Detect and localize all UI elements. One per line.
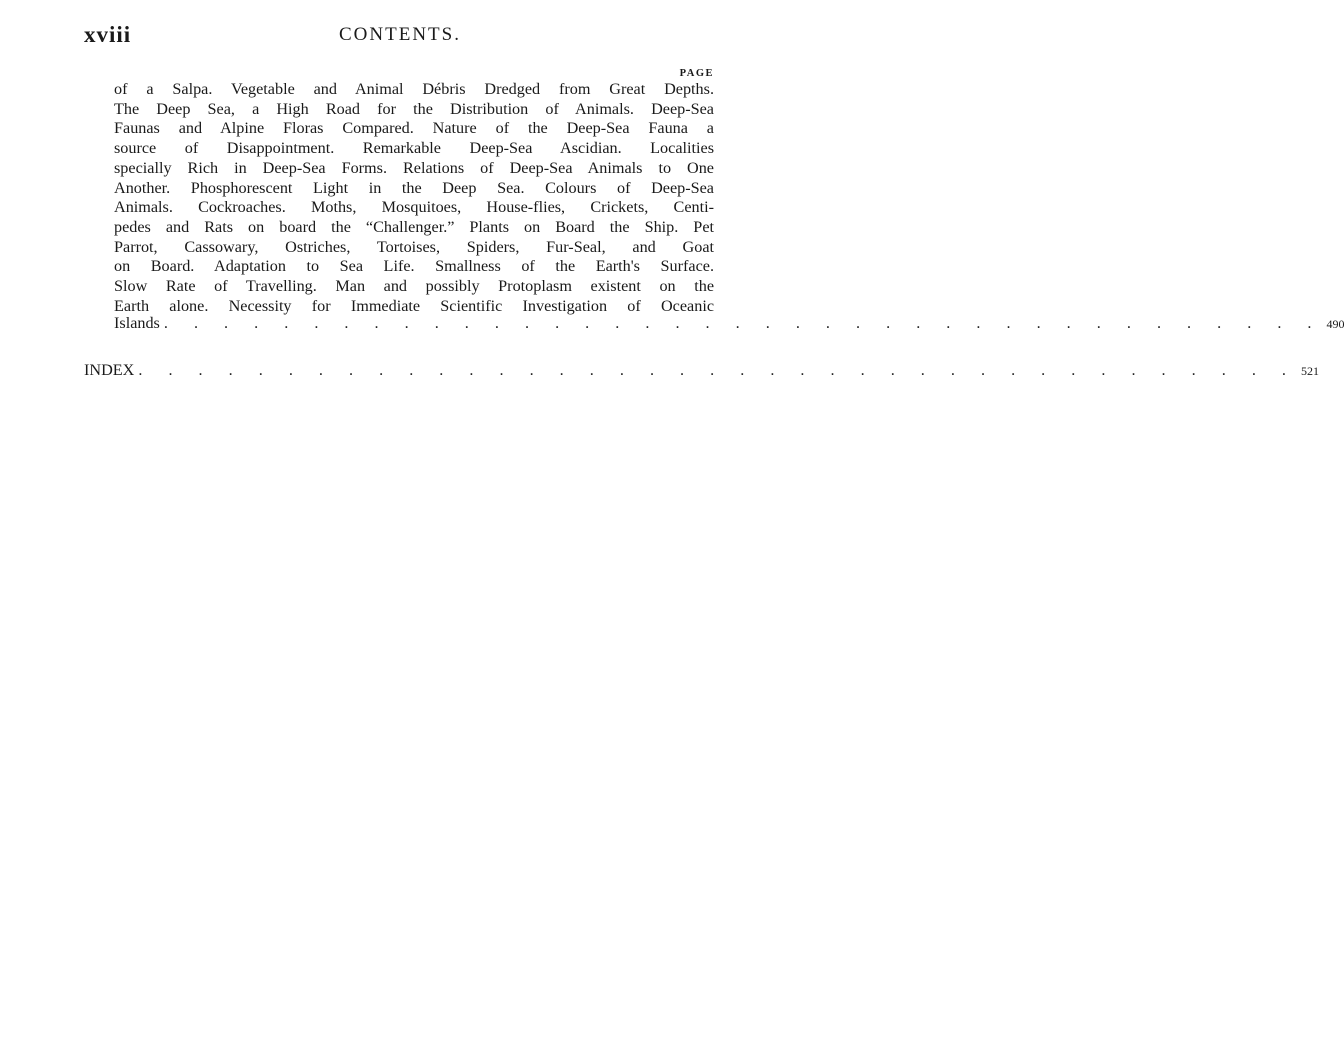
page-folio: xviii xyxy=(84,22,132,47)
summary-line: of a Salpa. Vegetable and Animal Débris Dredged from Great Depths. xyxy=(114,80,714,98)
summary-line: pedes and Rats on board the “Challenger.” Plants on Board the Ship. Pet xyxy=(114,217,714,236)
chapter-summary xyxy=(114,80,714,316)
index-entry xyxy=(84,361,1319,380)
summary-line: Another. Phosphorescent Light in the Deep Sea. Colours of Deep-Sea xyxy=(114,178,714,197)
dot-leader: . . . . . . . . . . . . . . . . . . . . . . . . . . . . . . . . . . . . . . . xyxy=(163,314,1323,332)
summary-line: Animals. Cockroaches. Moths, Mosquitoes, House-flies, Crickets, Centi- xyxy=(114,198,714,217)
summary-line: The Deep Sea, a High Road for the Distribution of Animals. Deep-Sea xyxy=(114,99,714,118)
summary-last-line xyxy=(114,314,1344,333)
index-page-number: 521 xyxy=(1300,364,1319,378)
summary-line: Earth alone. Necessity for Immediate Scientific Investigation of Oceanic xyxy=(114,296,714,315)
summary-line: Faunas and Alpine Floras Compared. Nature of the Deep-Sea Fauna a xyxy=(114,119,714,138)
page-column-label: PAGE xyxy=(679,68,714,79)
summary-page-number: 490 xyxy=(1326,317,1344,331)
summary-line: source of Disappointment. Remarkable Deep-Sea Ascidian. Localities xyxy=(114,139,714,158)
dot-leader: . . . . . . . . . . . . . . . . . . . . . . . . . . . . . . . . . . . . . . . xyxy=(138,361,1297,379)
summary-line: on Board. Adaptation to Sea Life. Smallness of the Earth's Surface. xyxy=(114,257,714,276)
running-head: CONTENTS. xyxy=(339,24,461,45)
index-label: INDEX xyxy=(84,361,135,379)
summary-line: specially Rich in Deep-Sea Forms. Relations of Deep-Sea Animals to One xyxy=(114,158,714,177)
summary-line: Parrot, Cassowary, Ostriches, Tortoises, Spiders, Fur-Seal, and Goat xyxy=(114,237,714,256)
summary-last-line-label: Islands xyxy=(114,314,160,332)
summary-line: Slow Rate of Travelling. Man and possibly Protoplasm existent on the xyxy=(114,277,714,296)
